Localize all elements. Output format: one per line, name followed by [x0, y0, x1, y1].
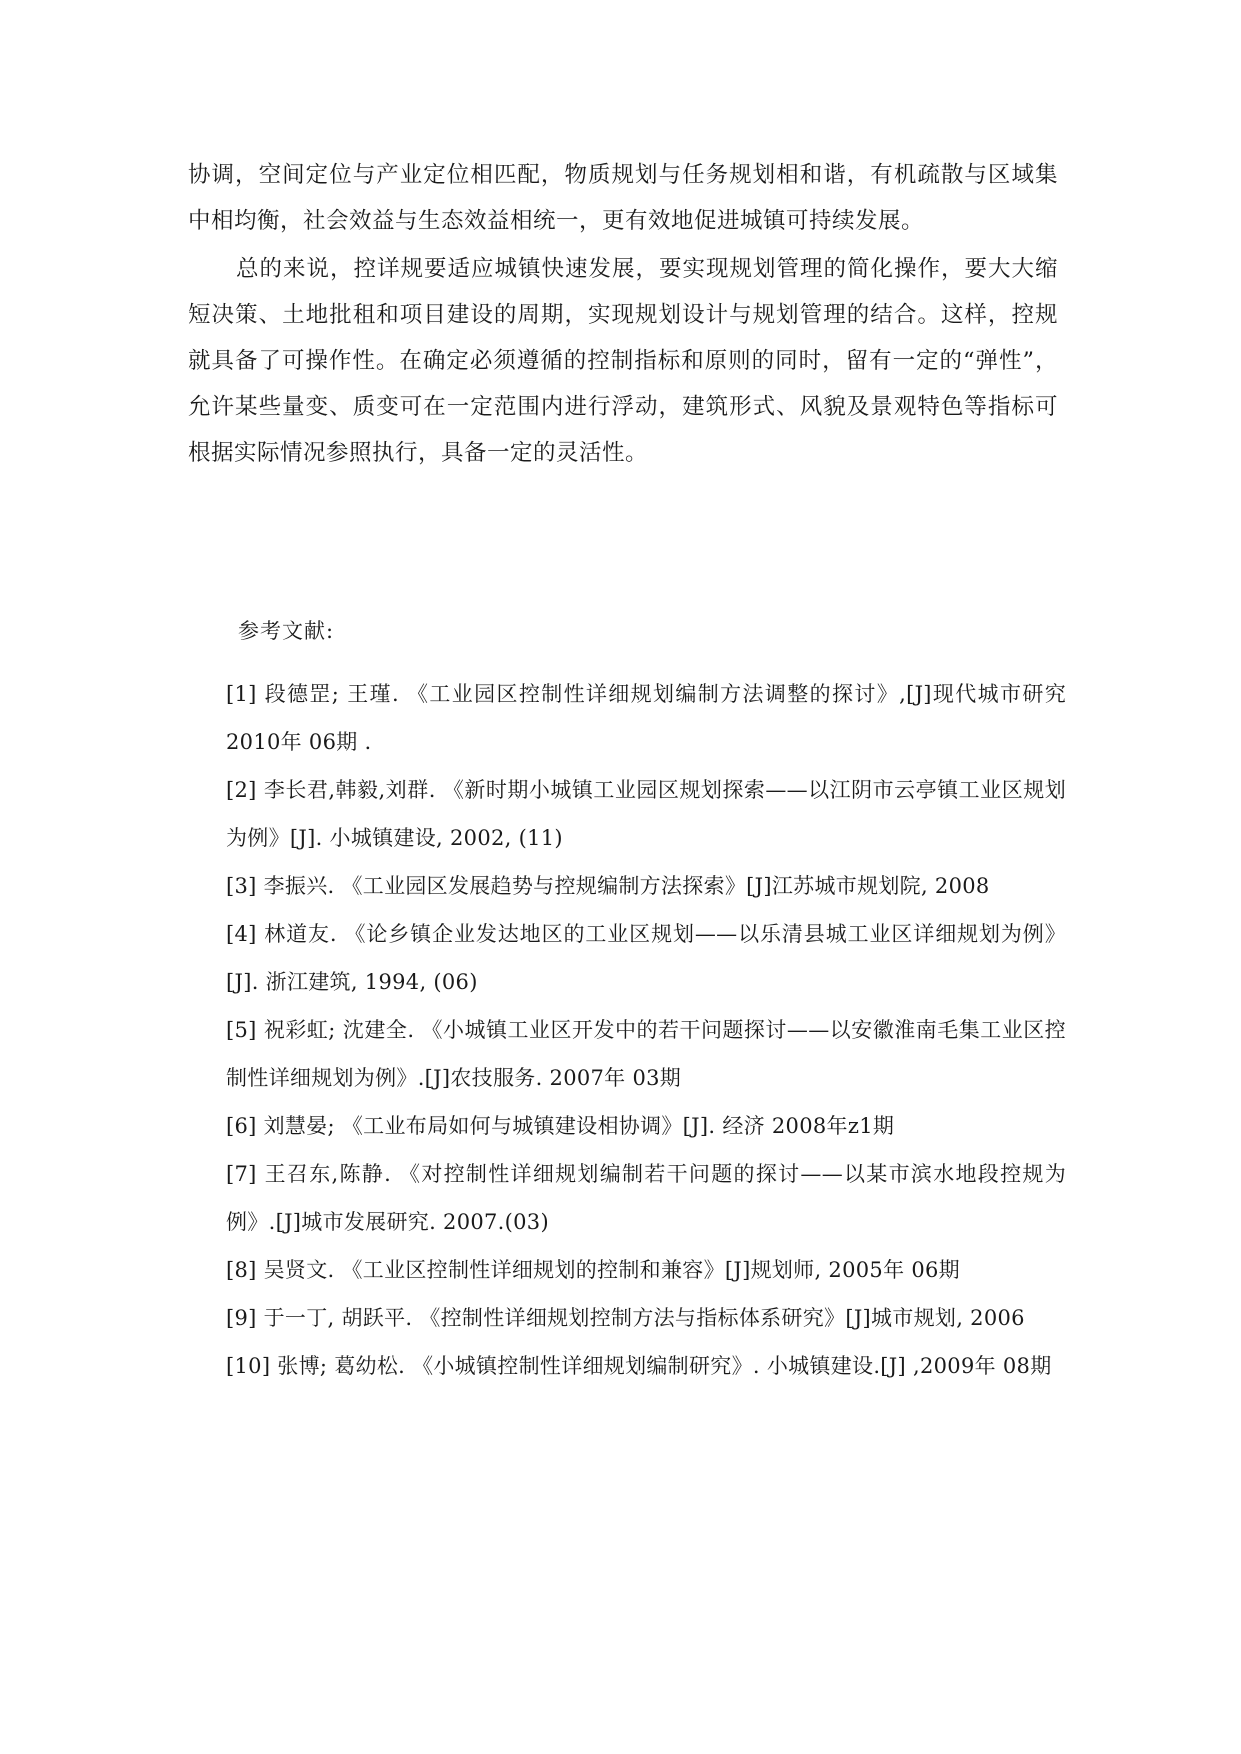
reference-item: [10] 张博; 葛幼松. 《小城镇控制性详细规划编制研究》. 小城镇建设.[J] ,2009年 08期	[226, 1354, 1052, 1378]
body-paragraph: 总的来说，控详规要适应城镇快速发展，要实现规划管理的简化操作，要大大缩短决策、土地批租和项目建设的周期，实现规划设计与规划管理的结合。这样，控规就具备了可操作性。在确定必须遵循的控制指标和原则的同时，留有一定的“弹性”，允许某些量变、质变可在一定范围内进行浮动，建筑形式、风貌及景观特色等指标可根据实际情况参照执行，具备一定的灵活性。	[188, 256, 1058, 466]
references-heading: 参考文献:	[238, 619, 335, 643]
references-list	[226, 670, 1066, 1390]
body-text	[188, 152, 1058, 478]
reference-item: [5] 祝彩虹; 沈建全. 《小城镇工业区开发中的若干问题探讨——以安徽淮南毛集工业区控制性详细规划为例》.[J]农技服务. 2007年 03期	[226, 1018, 1066, 1090]
reference-item: [8] 吴贤文. 《工业区控制性详细规划的控制和兼容》[J]规划师, 2005年 06期	[226, 1258, 960, 1282]
reference-item: [4] 林道友. 《论乡镇企业发达地区的工业区规划——以乐清县城工业区详细规划为例》[J]. 浙江建筑, 1994, (06)	[226, 922, 1066, 994]
reference-item: [1] 段德罡; 王瑾. 《工业园区控制性详细规划编制方法调整的探讨》,[J]现代城市研究 2010年 06期 .	[226, 682, 1066, 754]
reference-item: [7] 王召东,陈静. 《对控制性详细规划编制若干问题的探讨——以某市滨水地段控规为例》.[J]城市发展研究. 2007.(03)	[226, 1162, 1066, 1234]
reference-item: [6] 刘慧晏; 《工业布局如何与城镇建设相协调》[J]. 经济 2008年z1期	[226, 1114, 895, 1138]
reference-item: [2] 李长君,韩毅,刘群. 《新时期小城镇工业园区规划探索——以江阴市云亭镇工业区规划为例》[J]. 小城镇建设, 2002, (11)	[226, 778, 1066, 850]
reference-item: [3] 李振兴. 《工业园区发展趋势与控规编制方法探索》[J]江苏城市规划院, 2008	[226, 874, 990, 898]
reference-item: [9] 于一丁, 胡跃平. 《控制性详细规划控制方法与指标体系研究》[J]城市规划, 2006	[226, 1306, 1025, 1330]
body-paragraph: 协调，空间定位与产业定位相匹配，物质规划与任务规划相和谐，有机疏散与区域集中相均衡，社会效益与生态效益相统一，更有效地促进城镇可持续发展。	[188, 162, 1058, 234]
